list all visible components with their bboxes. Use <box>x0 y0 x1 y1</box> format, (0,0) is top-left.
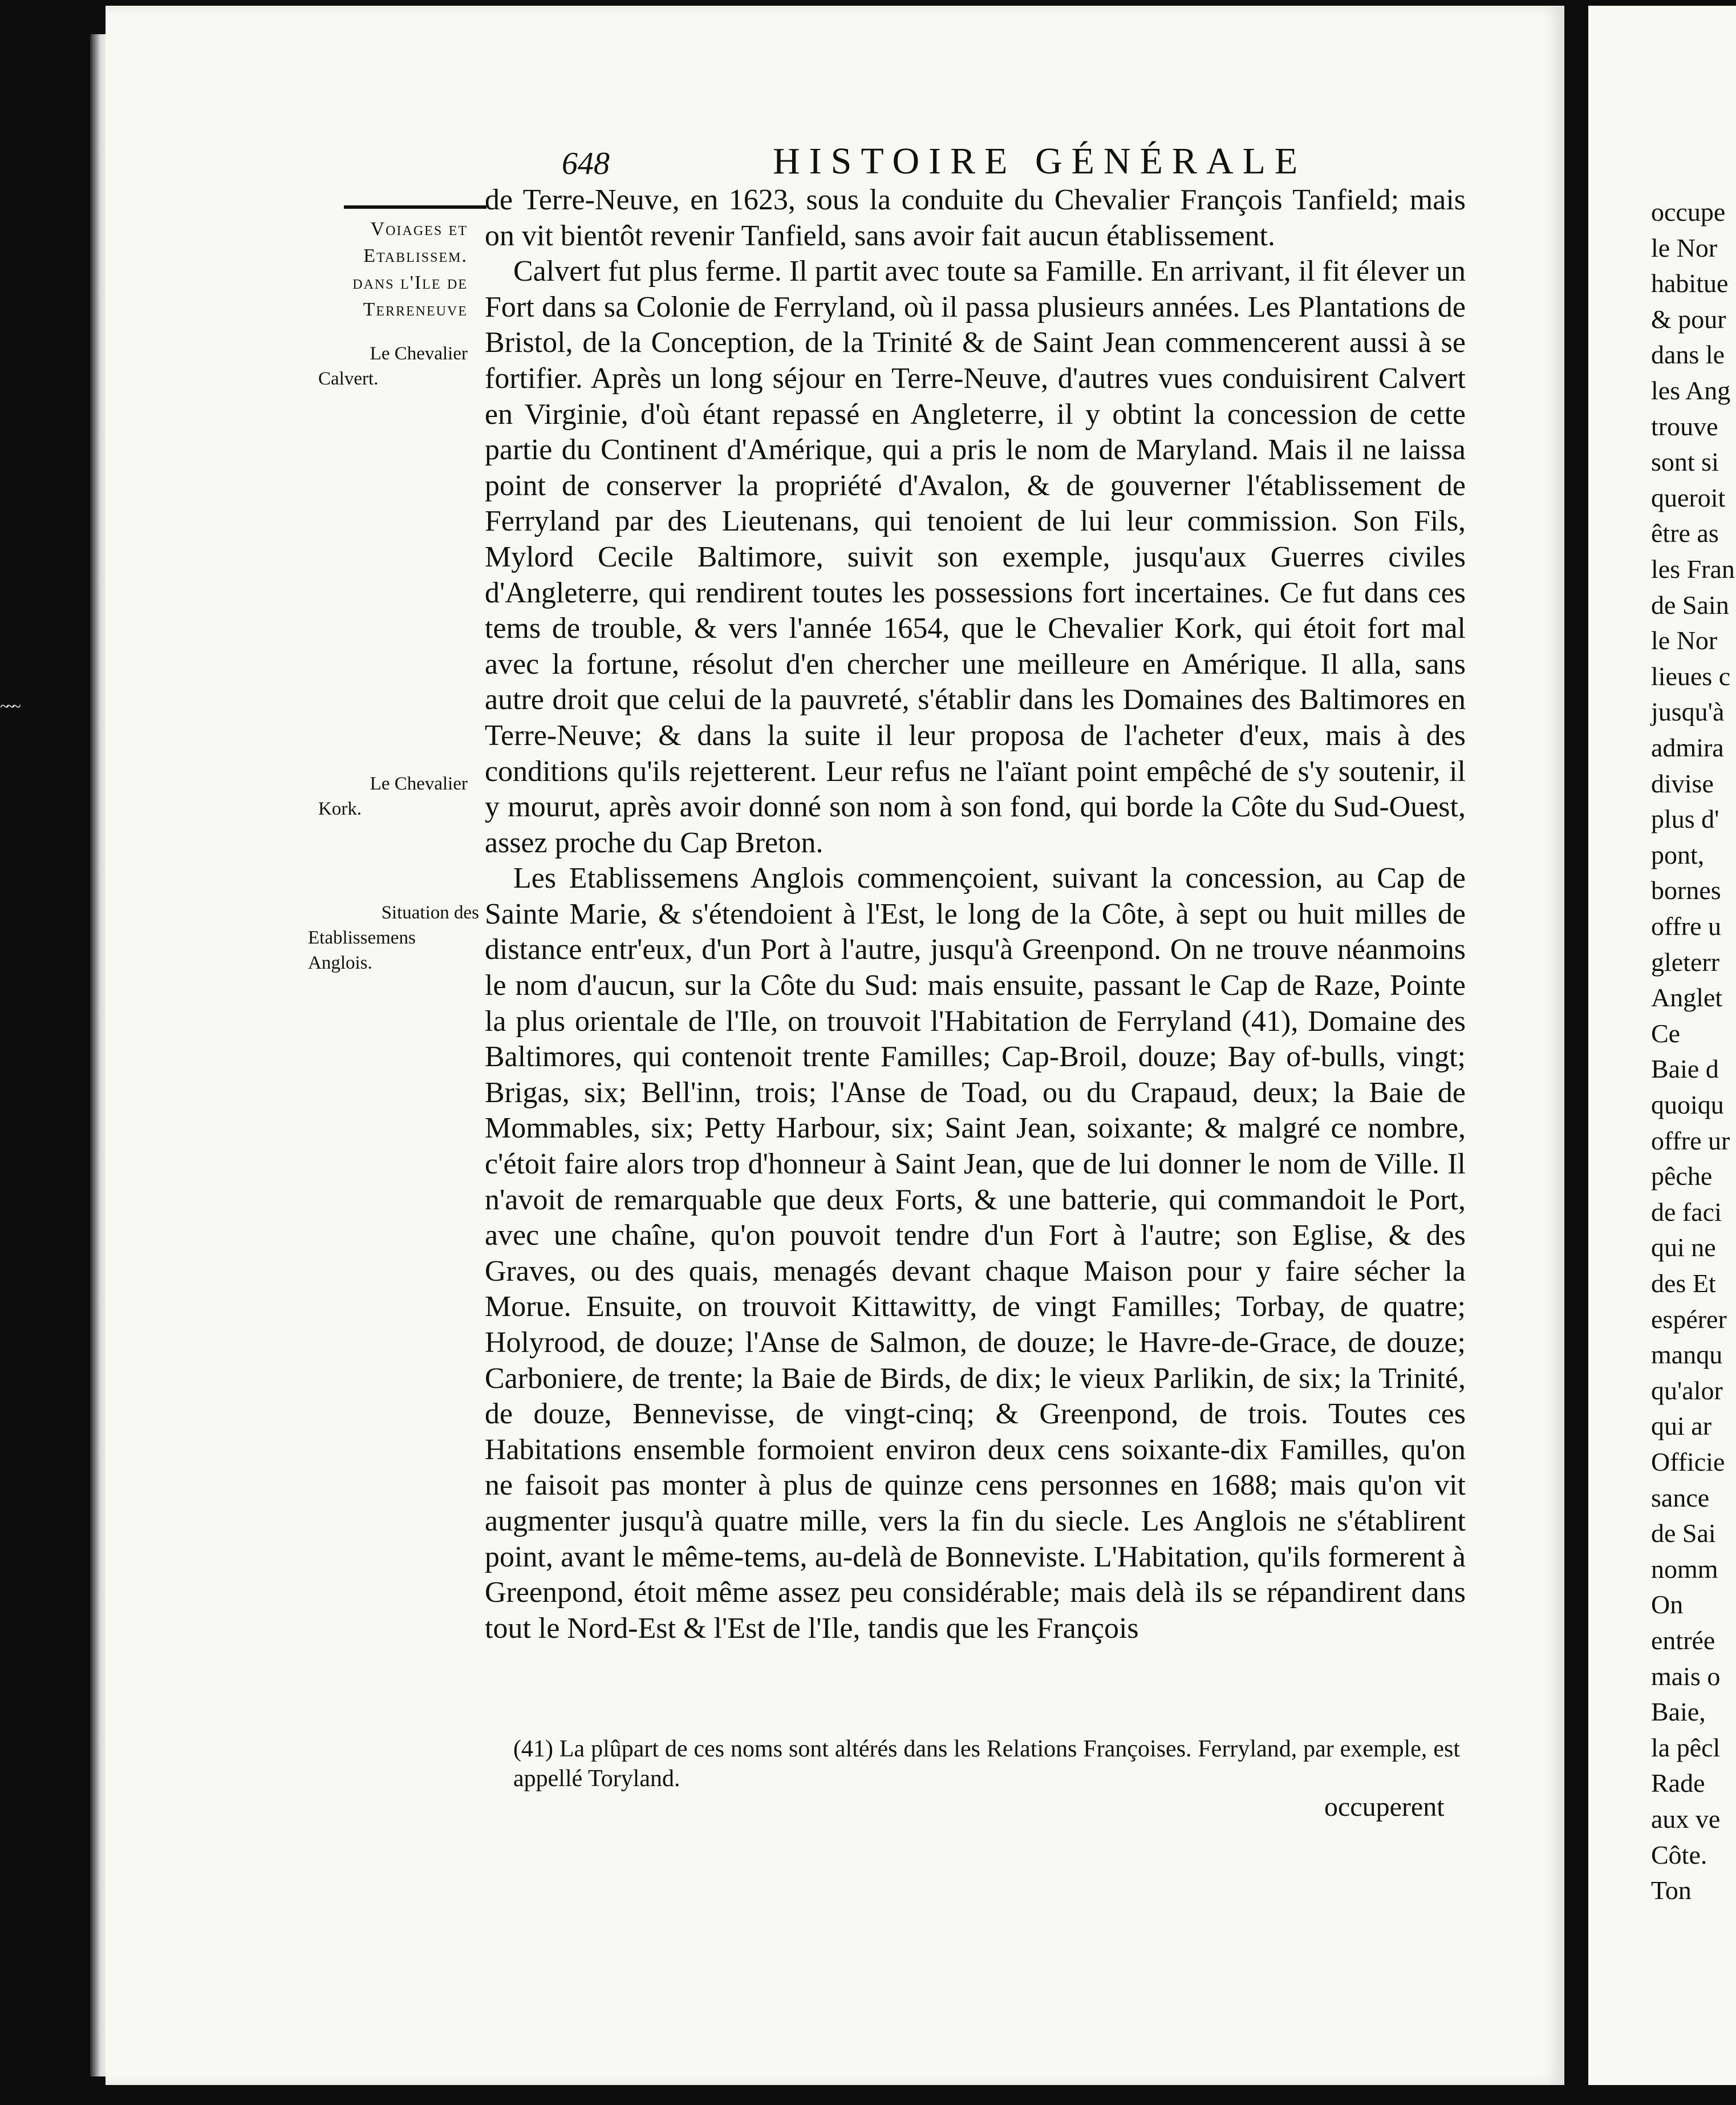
margin-head-line: Etablissem. <box>363 245 468 266</box>
margin-head-line: Voiages et <box>370 218 468 240</box>
facing-page-line: de Sain <box>1651 590 1729 620</box>
facing-page-line: offre ur <box>1651 1126 1730 1155</box>
facing-page-line: mais o <box>1651 1661 1721 1691</box>
facing-page-line: jusqu'à <box>1651 697 1725 727</box>
facing-page-line: Ce <box>1651 1018 1681 1048</box>
facing-page-line: & pour <box>1651 304 1726 334</box>
margin-note-line: Etablissemens <box>308 928 416 948</box>
facing-page-line: le Nor <box>1651 626 1718 655</box>
facing-page-line: manqu <box>1651 1340 1723 1370</box>
facing-page-line: le Nor <box>1651 233 1718 262</box>
facing-page-line: divise <box>1651 768 1714 798</box>
facing-page-line: de faci <box>1651 1197 1722 1226</box>
facing-page-line: On <box>1651 1590 1684 1620</box>
facing-page-line: aux ve <box>1651 1804 1721 1833</box>
catchword: occuperent <box>1324 1792 1445 1822</box>
facing-page-line: des Et <box>1651 1269 1716 1298</box>
facing-page-line: gleterr <box>1651 947 1720 977</box>
facing-page-line: de Sai <box>1651 1519 1716 1548</box>
facing-page-line: Rade <box>1651 1768 1705 1798</box>
facing-page-line: pont, <box>1651 840 1705 869</box>
facing-page-line: entrée <box>1651 1626 1715 1655</box>
facing-page-line: être as <box>1651 519 1719 548</box>
facing-page-line: offre u <box>1651 912 1722 941</box>
margin-note-line: Le Chevalier <box>370 343 468 364</box>
facing-page-line: lieues c <box>1651 661 1731 691</box>
facing-page-line: sont si <box>1651 447 1719 477</box>
facing-page-line: bornes <box>1651 876 1721 905</box>
binding-mark: ~~~ <box>0 697 18 716</box>
facing-page-line: qui ar <box>1651 1411 1712 1441</box>
facing-page-line: la pêcl <box>1651 1732 1721 1762</box>
margin-rule <box>344 205 486 209</box>
main-text <box>485 183 1466 1646</box>
margin-note-kork <box>318 771 468 821</box>
margin-note-situation <box>308 900 479 975</box>
margin-note-line: Calvert. <box>318 369 379 389</box>
facing-page-line: nomm <box>1651 1554 1718 1584</box>
facing-page-line: occupe <box>1651 197 1726 226</box>
paragraph: de Terre-Neuve, en 1623, sous la conduite du Chevalier François Tanfield; mais on vit bientôt revenir Tanfield, sans avoir fait aucun établissement. <box>485 184 1466 252</box>
facing-page-line: sance <box>1651 1483 1710 1512</box>
facing-page-line: les Fran <box>1651 554 1735 584</box>
margin-head-line: Terreneuve <box>363 299 468 320</box>
facing-page-line: admira <box>1651 733 1724 762</box>
margin-head-line: dans l'Ile de <box>352 272 468 293</box>
facing-page-line: les Ang <box>1651 376 1731 405</box>
facing-page-line: espérer <box>1651 1304 1727 1334</box>
facing-page-line: qu'alor <box>1651 1375 1723 1405</box>
margin-note-calvert <box>318 341 468 391</box>
margin-section-head <box>314 216 468 323</box>
footnote: (41) La plûpart de ces noms sont altérés dans les Relations Françoises. Ferryland, par exemple, est appellé Toryland. <box>513 1736 1460 1792</box>
facing-page-line: queroit <box>1651 483 1726 512</box>
facing-page-line: habitue <box>1651 269 1729 298</box>
running-title: HISTOIRE GÉNÉRALE <box>773 140 1307 182</box>
facing-page-line: Ton <box>1651 1876 1692 1905</box>
facing-page-line: Anglet <box>1651 983 1723 1013</box>
facing-page-line: Côte. <box>1651 1840 1707 1869</box>
facing-page-line: qui ne <box>1651 1233 1716 1262</box>
facing-page-line: Baie d <box>1651 1054 1719 1084</box>
facing-page-line: quoiqu <box>1651 1090 1724 1119</box>
facing-page-line: pêche <box>1651 1161 1713 1191</box>
facing-page-line: Baie, <box>1651 1697 1706 1727</box>
page-number: 648 <box>562 146 610 181</box>
facing-page-line: trouve <box>1651 411 1718 441</box>
paragraph: Calvert fut plus ferme. Il partit avec toute sa Famille. En arrivant, il fit élever un Fort dans sa Colonie de Ferryland, où il passa plusieurs années. Les Plantations de Bristol, de la Conception, de la Trinité & de Saint Jean commencerent aussi à se fortifier. Après un long séjour en Terre-Neuve, d'autres vues conduisirent Calvert en Virginie, d'où étant repassé en Angleterre, il y obtint la concession de cette partie du Continent d'Amérique, qui a pris le nom de Maryland. Mais il ne laissa point de conserver la propriété d'Avalon, & de gouverner l'établissement de Ferryland par des Lieutenans, qui tenoient de lui leur commission. Son Fils, Mylord Cecile Baltimore, suivit son exemple, jusqu'aux Guerres civiles d'Angleterre, qui rendirent toutes les possessions fort incertaines. Ce fut dans ces tems de trouble, & vers l'année 1654, que le Chevalier Kork, qui étoit fort mal avec la fortune, résolut d'en chercher une meilleure en Amérique. Il alla, sans autre droit que celui de la pauvreté, s'établir dans les Domaines des Baltimores en Terre-Neuve; & dans la suite il leur proposa de l'acheter d'eux, mais à des conditions qu'ils rejetterent. Leur refus ne l'aïant point empêché de s'y soutenir, il y mourut, après avoir donné son nom à son fond, qui borde la Côte du Sud-Ouest, assez proche du Cap Breton. <box>485 255 1466 859</box>
paragraph: Les Etablissemens Anglois commençoient, suivant la concession, au Cap de Sainte Marie, & s'étendoient à l'Est, le long de la Côte, à sept ou huit milles de distance entr'eux, d'un Port à l'autre, jusqu'à Greenpond. On ne trouve néanmoins le nom d'aucun, sur la Côte du Sud: mais ensuite, passant le Cap de Raze, Pointe la plus orientale de l'Ile, on trouvoit l'Habitation de Ferryland (41), Domaine des Baltimores, qui contenoit trente Familles; Cap-Broil, douze; Bay of-bulls, vingt; Brigas, six; Bell'inn, trois; l'Anse de Toad, ou du Crapaud, deux; la Baie de Mommables, six; Petty Harbour, six; Saint Jean, soixante; & malgré ce nombre, c'étoit faire alors trop d'honneur à Saint Jean, que de lui donner le nom de Ville. Il n'avoit de remarquable que deux Forts, & une batterie, qui commandoit le Port, avec une chaîne, qu'on pouvoit tendre d'un Fort à l'autre; son Eglise, & des Graves, ou des quais, menagés devant chaque Maison pour y faire sécher la Morue. Ensuite, on trouvoit Kittawitty, de vingt Familles; Torbay, de quatre; Holyrood, de douze; l'Anse de Salmon, de douze; le Havre-de-Grace, de douze; Carboniere, de trente; la Baie de Birds, de dix; le vieux Parlikin, de six; la Trinité, de douze, Bennevisse, de vingt-cinq; & Greenpond, de trois. Toutes ces Habitations ensemble formoient environ deux cens soixante-dix Familles, qu'on ne faisoit pas monter à plus de quinze cens personnes en 1688; mais qu'on vit augmenter jusqu'à quatre mille, vers la fin du siecle. Les Anglois ne s'établirent point, avant le même-tems, au-delà de Bonneviste. L'Habitation, qu'ils formerent à Greenpond, étoit même assez peu considérable; mais delà ils se répandirent dans tout le Nord-Est & l'Est de l'Ile, tandis que les François <box>485 862 1466 1645</box>
margin-note-line: Kork. <box>318 799 362 819</box>
margin-note-line: Anglois. <box>308 953 372 973</box>
margin-note-line: Le Chevalier <box>370 774 468 794</box>
facing-page-line: dans le <box>1651 340 1725 370</box>
facing-page-line: Officie <box>1651 1447 1725 1476</box>
facing-page <box>1588 6 1736 2085</box>
margin-note-line: Situation des <box>381 902 479 923</box>
facing-page-line: plus d' <box>1651 804 1719 834</box>
page-gutter-shadow <box>90 34 107 2076</box>
